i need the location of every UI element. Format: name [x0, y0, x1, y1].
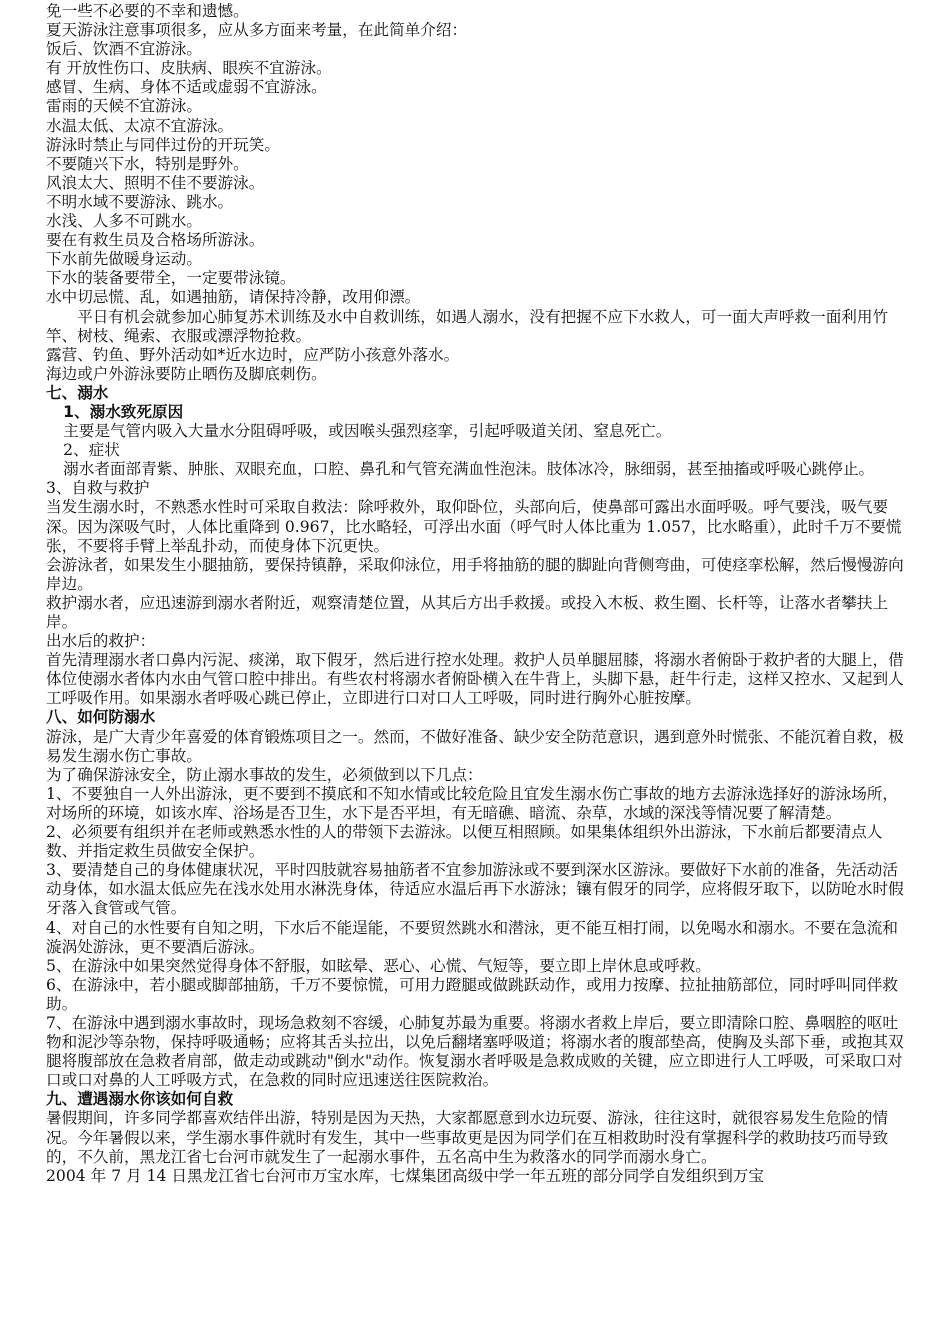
- paragraph: 主要是气管内吸入大量水分阻碍呼吸，或因喉头强烈痉挛，引起呼吸道关闭、窒息死亡。: [63, 422, 672, 441]
- subsection-heading: 1、溺水致死原因: [63, 402, 184, 421]
- paragraph: 有 开放性伤口、皮肤病、眼疾不宜游泳。: [46, 59, 332, 78]
- paragraph: 4、对自己的水性要有自知之明，下水后不能逞能，不要贸然跳水和潜泳，更不能互相打闹，以免喝水和溺水。不要在急流和漩涡处游泳，更不要酒后游泳。: [46, 918, 898, 956]
- paragraph: 下水的装备要带全，一定要带泳镜。: [46, 269, 296, 288]
- paragraph: 游泳，是广大青少年喜爱的体育锻炼项目之一。然而，不做好准备、缺少安全防范意识，遇到意外时慌张、不能沉着自救，极易发生溺水伤亡事故。: [46, 727, 904, 765]
- paragraph: 6、在游泳中，若小腿或脚部抽筋，千万不要惊慌，可用力蹬腿或做跳跃动作，或用力按摩、拉扯抽筋部位，同时呼叫同伴救助。: [46, 975, 898, 1013]
- document-body: [46, 2, 908, 1186]
- paragraph: 下水前先做暖身运动。: [46, 250, 202, 269]
- paragraph: 5、在游泳中如果突然觉得身体不舒服，如眩晕、恶心、心慌、气短等，要立即上岸休息或呼救。: [46, 956, 711, 975]
- paragraph: 3、自救与救护: [46, 479, 150, 498]
- paragraph: 感冒、生病、身体不适或虚弱不宜游泳。: [46, 78, 327, 97]
- paragraph: 2、症状: [63, 441, 120, 460]
- paragraph: 不要随兴下水，特别是野外。: [46, 154, 249, 173]
- paragraph: 为了确保游泳安全，防止溺水事故的发生，必须做到以下几点：: [46, 765, 483, 784]
- section-heading: 八、如何防溺水: [46, 708, 156, 727]
- paragraph: 暑假期间，许多同学都喜欢结伴出游，特别是因为天热，大家都愿意到水边玩耍、游泳，往往这时，就很容易发生危险的情况。今年暑假以来，学生溺水事件就时有发生，其中一些事故更是因为同学们在互相救助时没有掌握科学的救助技巧而导致的，不久前，黑龙江省七台河市就发生了一起溺水事件，五名高中生为救落水的同学而溺水身亡。: [46, 1109, 889, 1166]
- paragraph: 露营、钓鱼、野外活动如*近水边时，应严防小孩意外落水。: [46, 345, 460, 364]
- paragraph: 3、要清楚自己的身体健康状况，平时四肢就容易抽筋者不宜参加游泳或不要到深水区游泳。要做好下水前的准备，先活动活动身体，如水温太低应先在浅水处用水淋洗身体，待适应水温后再下水游泳；镶有假牙的同学，应将假牙取下，以防呛水时假牙落入食管或气管。: [46, 861, 904, 918]
- paragraph: 出水后的救护：: [46, 632, 156, 651]
- paragraph: 水浅、人多不可跳水。: [46, 212, 202, 231]
- paragraph: 海边或户外游泳要防止晒伤及脚底刺伤。: [46, 364, 327, 383]
- paragraph: 2、必须要有组织并在老师或熟悉水性的人的带领下去游泳。以便互相照顾。如果集体组织外出游泳，下水前后都要清点人数、并指定救生员做安全保护。: [46, 823, 883, 861]
- paragraph: 当发生溺水时，不熟悉水性时可采取自救法：除呼救外，取仰卧位，头部向后，使鼻部可露出水面呼吸。呼气要浅，吸气要深。因为深吸气时，人体比重降到 0.967，比水略轻，可浮出水面（呼气时人体比重为 1.057，比水略重），此时千万不要慌张，不要将手臂上举乱扑动，而使身体下沉更快。: [46, 498, 902, 555]
- paragraph: 2004 年 7 月 14 日黑龙江省七台河市万宝水库，七煤集团高级中学一年五班的部分同学自发组织到万宝: [46, 1166, 764, 1185]
- paragraph: 夏天游泳注意事项很多，应从多方面来考量，在此简单介绍：: [46, 21, 468, 40]
- paragraph: 首先清理溺水者口鼻内污泥、痰涕，取下假牙，然后进行控水处理。救护人员单腿屈膝，将溺水者俯卧于救护者的大腿上，借体位使溺水者体内水由气管口腔中排出。有些农村将溺水者俯卧横入在牛背上，头脚下悬，赶牛行走，这样又控水、又起到人工呼吸作用。如果溺水者呼吸心跳已停止，立即进行口对口人工呼吸，同时进行胸外心脏按摩。: [46, 651, 904, 708]
- paragraph: 要在有救生员及合格场所游泳。: [46, 231, 265, 250]
- paragraph: 风浪太大、照明不佳不要游泳。: [46, 173, 265, 192]
- paragraph: 7、在游泳中遇到溺水事故时，现场急救刻不容缓，心肺复苏最为重要。将溺水者救上岸后，要立即清除口腔、鼻咽腔的呕吐物和泥沙等杂物，保持呼吸通畅；应将其舌头拉出，以免后翻堵塞呼吸道；将溺水者的腹部垫高，使胸及头部下垂，或抱其双腿将腹部放在急救者肩部，做走动或跳动"倒水"动作。恢复溺水者呼吸是急救成败的关键，应立即进行人工呼吸，可采取口对口或口对鼻的人工呼吸方式，在急救的同时应迅速送往医院救治。: [46, 1013, 904, 1090]
- paragraph: 游泳时禁止与同伴过份的开玩笑。: [46, 135, 280, 154]
- paragraph: 不明水域不要游泳、跳水。: [46, 192, 234, 211]
- paragraph: 1、不要独自一人外出游泳，更不要到不摸底和不知水情或比较危险且宜发生溺水伤亡事故的地方去游泳选择好的游泳场所，对场所的环境，如该水库、浴场是否卫生，水下是否平坦，有无暗礁、暗流、杂草，水域的深浅等情况要了解清楚。: [46, 784, 898, 822]
- paragraph: 会游泳者，如果发生小腿抽筋，要保持镇静，采取仰泳位，用手将抽筋的腿的脚趾向背侧弯曲，可使痉挛松解，然后慢慢游向岸边。: [46, 555, 904, 593]
- paragraph: 免一些不必要的不幸和遗憾。: [46, 2, 249, 20]
- paragraph: 水中切忌慌、乱，如遇抽筋，请保持冷静，改用仰漂。: [46, 288, 421, 307]
- paragraph: 溺水者面部青紫、肿胀、双眼充血，口腔、鼻孔和气管充满血性泡沫。肢体冰冷，脉细弱，甚至抽搐或呼吸心跳停止。: [63, 460, 875, 479]
- paragraph: 饭后、饮酒不宜游泳。: [46, 40, 202, 59]
- paragraph: 平日有机会就参加心肺复苏术训练及水中自救训练，如遇人溺水，没有把握不应下水救人，可一面大声呼救一面利用竹竿、树枝、绳索、衣服或漂浮物抢救。: [46, 307, 889, 345]
- paragraph: 救护溺水者，应迅速游到溺水者附近，观察清楚位置，从其后方出手救援。或投入木板、救生圈、长杆等，让落水者攀扶上岸。: [46, 593, 889, 631]
- section-heading: 七、溺水: [46, 383, 109, 402]
- paragraph: 水温太低、太凉不宜游泳。: [46, 116, 234, 135]
- paragraph: 雷雨的天候不宜游泳。: [46, 97, 202, 116]
- section-heading: 九、遭遇溺水你该如何自救: [46, 1090, 234, 1109]
